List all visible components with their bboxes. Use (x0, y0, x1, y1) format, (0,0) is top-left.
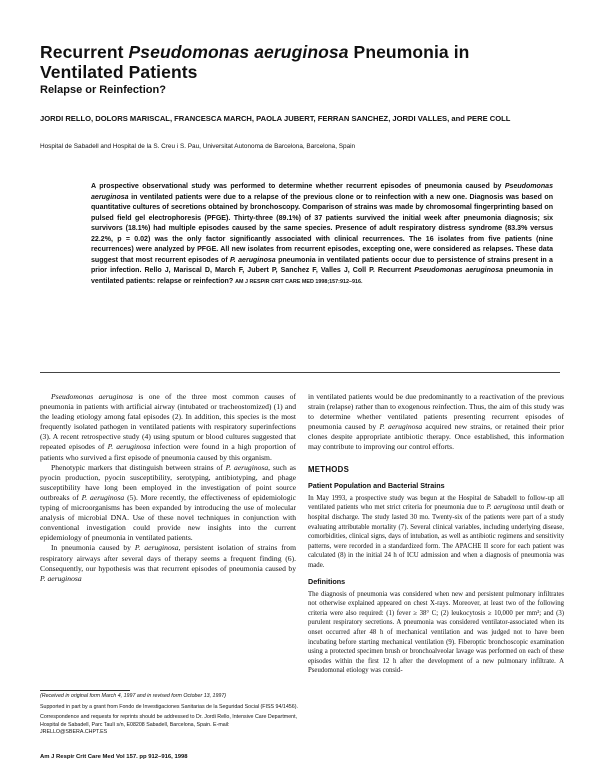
article-subtitle: Relapse or Reinfection? (40, 84, 166, 96)
subsection-heading-population: Patient Population and Bacterial Strains (308, 480, 445, 490)
footnotes (40, 693, 298, 740)
species-name: P. aeruginosa (134, 543, 179, 553)
abstract-species: Pseudomonas aeruginosa (414, 267, 504, 275)
subsection-heading-definitions: Definitions (308, 576, 346, 586)
paragraph-text: in ventilated patients would be due predominantly to a reactivation of the previous strain (relapse) rather than to exogenous reinfection. Thus, the aim of this study was to determine whether ventilated patients presenting recurrent episodes of pneumonia caused by (308, 392, 564, 432)
abstract-text: in ventilated patients were due to a relapse of the previous clone or to reinfection with a new one. Diagnosis was based on quantitative cultures of secretions obtained by bronchoscopy. Comparison of strains was made by chromosomal fingerprinting based on pulsed field gel electrophoresis (PFGE). Thirty-three (89.1%) of 37 patients survived the initial week after pneumonia diagnosis; six survivors (18.1%) had multiple episodes caused by the same species. Presence of adult respiratory distress syndrome (83.3% versus 22.2%, p = 0.02) was the only factor significantly associated with clinical recurrences. The 16 isolates from five patients (nine recurrences) were analyzed by PFGE. All new isolates from recurrent episodes, excepting one, were considered as relapses. These data suggest that most recurrent episodes of (91, 193, 553, 264)
journal-citation: Am J Respir Crit Care Med Vol 157. pp 912–916, 1998 (40, 754, 188, 760)
paragraph-text: , persistent isolation of strains from respiratory airways after several days of therapy seems a frequent finding (6). Consequently, our hypothesis was that recurrent episodes of pneumonia caused by (40, 543, 296, 573)
paragraph: The diagnosis of pneumonia was considered when new and persistent pulmonary infiltrates not otherwise explained appeared on chest X-rays. Moreover, at least two of the following criteria were also required: (1) fever ≥ 38° C; (2) leukocytosis ≥ 10,000 per mm³; and (3) purulent respiratory secretions. A pneumonia was considered ventilator-associated when its onset occurred after 48 h of mechanical ventilation and was judged not to have been incubating before starting mechanical ventilation (9). Fiberoptic bronchoscopic examination using a protected specimen brush or bronchoalveolar lavage was performed on each of these episodes within the first 12 h after the development of a new pulmonary infiltrate. A Pseudomonal etiology was consid- (308, 590, 564, 675)
paragraph-text: until death or hospital discharge. The study lasted 30 mo. Twenty-six of the patients were part of a study evaluating attributable mortality (7). Several clinical variables, including underlying disease, comorbidities, clinical signs, days of intubation, as well as antibiotic regimens and sensitivity patterns, were recorded in a standardized form. The APACHE II score for each patient was calculated (8) in the initial 24 h of ICU admission and when a diagnosis of pneumonia was made. (308, 504, 564, 569)
paragraph-text: , such as pyocin production, pyocin susceptibility, serotyping, antibiotyping, and phage susceptibility have long been employed in the investigation of point source outbreaks of (40, 462, 296, 502)
species-name: Pseudomonas aeruginosa (51, 392, 133, 401)
title-text-2: Pneumonia in (348, 42, 470, 62)
abstract-species: Pseudomonas aeruginosa (91, 183, 553, 201)
affiliation: Hospital de Sabadell and Hospital de la S. Creu i S. Pau, Universitat Autonoma de Barcelona, Barcelona, Spain (40, 143, 356, 150)
paragraph (40, 543, 296, 583)
footnote-support: Supported in part by a grant from Fondo de Investigaciones Sanitarias de la Seguridad Social (FISS 94/1456). (40, 703, 298, 710)
paragraph (308, 494, 564, 571)
footnote-received: (Received in original form March 4, 1997 and in revised form October 13, 1997) (40, 693, 227, 699)
species-name: P. aeruginosa (486, 504, 525, 512)
species-name: P. aeruginosa (40, 573, 82, 583)
species-name: P. aeruginosa (107, 442, 151, 452)
species-name: P. aeruginosa (225, 462, 269, 472)
article-title (40, 42, 560, 82)
author-list: JORDI RELLO, DOLORS MARISCAL, FRANCESCA MARCH, PAOLA JUBERT, FERRAN SANCHEZ, JORDI VALLES, and PERE COLL (40, 114, 511, 123)
footnote-correspondence: Correspondence and requests for reprints should be addressed to Dr. Jordi Rello, Intensive Care Department, Hospital de Sabadell, Parc Taulí s/n, E08208 Sabadell, Barcelona, Spain. E-mail: JRELLO@SBERA.CHPT.ES (40, 714, 298, 735)
abstract-citation: AM J RESPIR CRIT CARE MED 1998;157:912–916. (235, 278, 363, 285)
section-divider (40, 372, 560, 373)
abstract-text: pneumonia in ventilated patients occur due to persistence of strains present in a prior infection. Rello J, Mariscal D, March F, Jubert P, Sanchez F, Valles J, Coll P. Recurrent (91, 256, 553, 275)
abstract-species: P. aeruginosa (230, 256, 276, 264)
species-name: P. aeruginosa (379, 422, 423, 432)
paragraph (40, 463, 296, 544)
section-heading-methods: METHODS (308, 464, 350, 474)
paragraph (308, 392, 564, 453)
paragraph-text: Phenotypic markers that distinguish between strains of (51, 462, 226, 472)
paragraph-text: In pneumonia caused by (51, 543, 135, 553)
body-column-left (40, 392, 296, 584)
paragraph (40, 392, 296, 463)
paragraph-text: (5). More recently, the effectiveness of epidemiologic typing of microorganisms has been expanded by introducing the use of molecular analysis of microbial DNA. Use of these novel techniques in conjunction with conventional investigation could provide new insights into the current epidemiology of pneumonia in ventilated patients. (40, 492, 296, 543)
footnote-divider (40, 690, 130, 691)
abstract (91, 182, 553, 287)
abstract-text: A prospective observational study was performed to determine whether recurrent episodes of pneumonia caused by (91, 183, 505, 190)
paragraph-text: infection were found in a high proportion of patients who survived a first episode of pneumonia caused by this organism. (40, 442, 297, 462)
species-name: P. aeruginosa (81, 492, 125, 502)
title-species: Pseudomonas aeruginosa (128, 42, 349, 62)
paragraph-text: is one of the three most common causes of pneumonia in patients with artificial airway (intubated or tracheostomized) (1) and the leading etiology among fatal episodes (2). In addition, this species is the most frequently isolated pathogen in ventilated patients with respiratory superinfections (3). A recent retrospective study (4) using sputum or blood cultures suggested that repeated episodes of (40, 392, 296, 452)
body-column-right (308, 392, 564, 676)
title-text-1: Recurrent (40, 42, 129, 62)
paragraph-text: In May 1993, a prospective study was begun at the Hospital de Sabadell to follow-up all ventilated patients who met strict criteria for pneumonia due to (308, 494, 564, 512)
paragraph-text: acquired new strains, or retained their prior clones despite appropriate antibiotic therapy. Once established, this information may contribute to improving our control efforts. (308, 422, 564, 452)
title-line-2: Ventilated Patients (40, 62, 198, 82)
abstract-text: pneumonia in ventilated patients: relapse or reinfection? (91, 267, 554, 285)
